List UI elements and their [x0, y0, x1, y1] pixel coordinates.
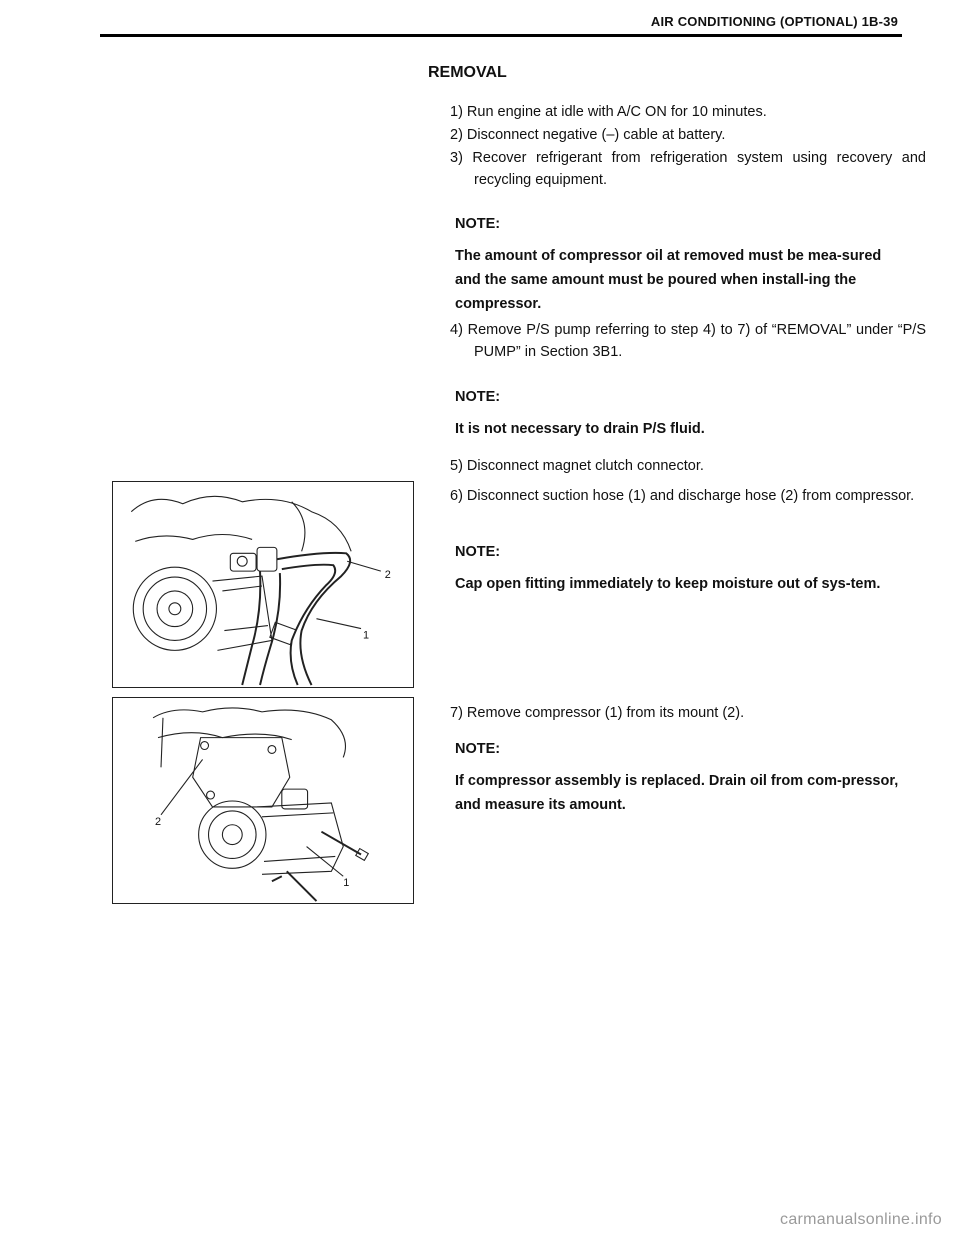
- note-text: The amount of compressor oil at removed must be mea-sured and the same amount must be poured when install-ing the compressor.: [455, 248, 882, 312]
- note-text: Cap open fitting immediately to keep moisture out of sys-tem.: [455, 576, 881, 592]
- page-header-title: AIR CONDITIONING (OPTIONAL) 1B-39: [650, 14, 898, 29]
- step-6: 6) Disconnect suction hose (1) and discharge hose (2) from compressor.: [450, 488, 915, 504]
- note-label: NOTE:: [455, 741, 501, 757]
- note-1: [455, 212, 902, 316]
- compressor-hoses-illustration: [113, 482, 413, 687]
- step-5: 5) Disconnect magnet clutch connector.: [450, 458, 704, 474]
- figure-compressor-mount: [112, 697, 414, 904]
- figure-suction-discharge-hoses: [112, 481, 414, 688]
- step-3: 3) Recover refrigerant from refrigeration system using recovery and recycling equipment.: [450, 150, 926, 188]
- note-3: [455, 540, 902, 596]
- note-label: NOTE:: [455, 216, 501, 232]
- step-2: 2) Disconnect negative (–) cable at battery.: [450, 127, 726, 143]
- callout-label: 2: [155, 815, 162, 828]
- callout-label: 2: [384, 569, 391, 582]
- note-text: If compressor assembly is replaced. Drain oil from com-pressor, and measure its amount.: [455, 773, 899, 813]
- header-divider: [100, 34, 902, 37]
- note-2: [455, 385, 902, 441]
- compressor-mount-illustration: [113, 698, 413, 903]
- footer-watermark: carmanualsonline.info: [780, 1211, 942, 1228]
- step-7: 7) Remove compressor (1) from its mount (2).: [450, 705, 745, 721]
- note-label: NOTE:: [455, 389, 501, 405]
- callout-label: 1: [343, 877, 350, 890]
- note-label: NOTE:: [455, 544, 501, 560]
- step-1: 1) Run engine at idle with A/C ON for 10 minutes.: [450, 104, 767, 120]
- step-4: 4) Remove P/S pump referring to step 4) to 7) of “REMOVAL” under “P/S PUMP” in Section 3B1.: [450, 322, 926, 360]
- note-4: [455, 737, 902, 817]
- callout-label: 1: [363, 629, 370, 642]
- note-text: It is not necessary to drain P/S fluid.: [455, 421, 705, 437]
- section-title: REMOVAL: [428, 64, 507, 81]
